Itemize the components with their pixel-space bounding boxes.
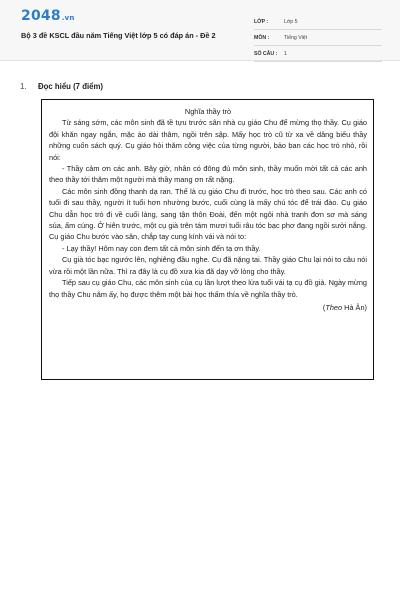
source-italic: Theo xyxy=(325,302,343,312)
passage-paragraph: Tiếp sau cụ giáo Chu, các môn sinh của cụ lần lượt theo lửa tuổi vái tạ cụ đồ già. Ngày mừng thọ thầy Chu năm ấy, họ được thêm một bài học thấm thía về nghĩa thầy trò. xyxy=(49,278,367,299)
logo-text: 2048 xyxy=(21,8,61,24)
source-author: Hà Ân) xyxy=(342,302,367,312)
meta-value: Lớp 5 xyxy=(284,18,298,25)
page-header xyxy=(0,0,400,61)
document-title: Bộ 3 đề KSCL đầu năm Tiếng Việt lớp 5 có đáp án - Đề 2 xyxy=(21,31,216,40)
document-meta xyxy=(254,14,382,62)
source-prefix: ( xyxy=(322,302,326,312)
passage-paragraph: Từ sáng sớm, các môn sinh đã tề tựu trước sân nhà cụ giáo Chu để mừng thọ thầy. Cụ giáo đội khăn ngay ngắn, mặc áo dài thâm, ngồi trên sập. Mấy học trò cũ từ xa về dâng biếu thầy những cuốn sách quý. Cụ giáo hỏi thăm công việc của từng người, bảo ban các học trò nhỏ, rồi nói: xyxy=(49,118,367,162)
meta-row-subject xyxy=(254,30,382,46)
section-label: Đọc hiểu (7 điểm) xyxy=(38,82,103,91)
meta-row-class xyxy=(254,14,382,30)
meta-key: SỐ CÂU : xyxy=(254,50,278,57)
meta-value: 1 xyxy=(284,50,287,57)
passage-source xyxy=(49,302,367,313)
passage-paragraph: - Thầy cảm ơn các anh. Bây giờ, nhân có đông đủ môn sinh, thầy muốn mời tất cả các anh theo thầy tới thăm một người mà thầy mang ơn rất nặng. xyxy=(49,164,367,185)
passage-paragraph: Cụ già tóc bạc ngước lên, nghiêng đầu nghe. Cụ đã nặng tai. Thầy giáo Chu lại nói to câu nói vừa rồi một lần nữa. Thì ra đây là cụ đồ xưa kia đã dạy vỡ lòng cho thầy. xyxy=(49,255,367,276)
section-heading xyxy=(20,82,103,91)
section-number: 1. xyxy=(20,82,27,91)
passage-paragraph: Các môn sinh đồng thanh dạ ran. Thế là cụ giáo Chu đi trước, học trò theo sau. Các anh có tuổi đi sau thầy, người ít tuổi hơn nhường bước, cuối cùng là mấy chú tóc để trái đào. Cụ giáo Chu dẫn học trò đi về cuối làng, sang tận thôn Đoài, đến một ngôi nhà tranh đơn sơ mà sáng sủa, ấm cúng. Ở hiên trước, một cụ già trên tám mươi tuổi râu tóc bạc phơ đang ngồi sưởi nắng. Cụ giáo Chu bước vào sân, chắp tay cung kính vái và nói to: xyxy=(49,186,367,242)
meta-value: Tiếng Việt xyxy=(284,34,308,41)
logo-suffix: .vn xyxy=(61,14,75,22)
meta-key: LỚP : xyxy=(254,18,269,25)
meta-row-question-count xyxy=(254,46,382,62)
meta-key: MÔN : xyxy=(254,34,270,41)
passage-title: Nghĩa thầy trò xyxy=(184,107,232,116)
passage-paragraph: - Lạy thầy! Hôm nay con đem tất cả môn sinh đến tạ ơn thầy. xyxy=(62,243,261,253)
reading-passage-box xyxy=(41,99,374,380)
site-logo[interactable] xyxy=(21,8,75,24)
